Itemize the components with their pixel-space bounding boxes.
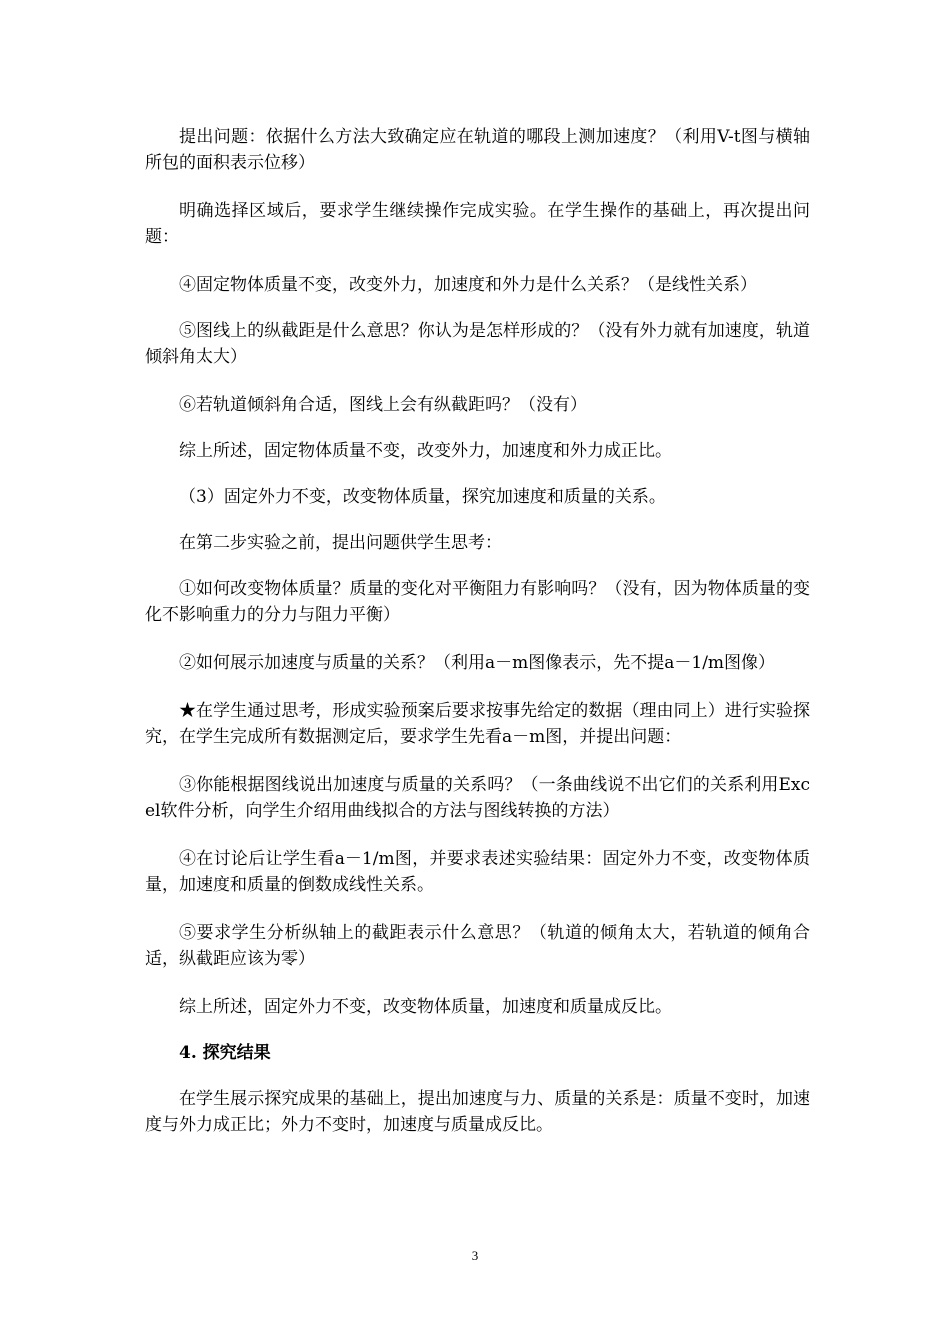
paragraph-3: ④固定物体质量不变，改变外力，加速度和外力是什么关系？（是线性关系） xyxy=(179,275,757,295)
paragraph-14: ⑤要求学生分析纵轴上的截距表示什么意思？（轨道的倾角太大，若轨道的倾角合适，纵截距应该为零） xyxy=(145,923,810,969)
paragraph-2: 明确选择区域后，要求学生继续操作完成实验。在学生操作的基础上，再次提出问题： xyxy=(145,201,810,247)
paragraph-7: （3）固定外力不变，改变物体质量，探究加速度和质量的关系。 xyxy=(179,487,666,507)
paragraph-5: ⑥若轨道倾斜角合适，图线上会有纵截距吗？（没有） xyxy=(179,395,587,415)
paragraph-11: ★在学生通过思考，形成实验预案后要求按事先给定的数据（理由同上）进行实验探究，在学生完成所有数据测定后，要求学生先看a－m图，并提出问题： xyxy=(145,701,810,747)
page-number: 3 xyxy=(471,1248,479,1263)
section-heading: 4. 探究结果 xyxy=(179,1043,271,1063)
paragraph-9: ①如何改变物体质量？质量的变化对平衡阻力有影响吗？（没有，因为物体质量的变化不影响重力的分力与阻力平衡） xyxy=(145,579,810,625)
paragraph-6: 综上所述，固定物体质量不变，改变外力，加速度和外力成正比。 xyxy=(179,441,672,461)
paragraph-1: 提出问题：依据什么方法大致确定应在轨道的哪段上测加速度？（利用V-t图与横轴所包的面积表示位移） xyxy=(145,127,810,173)
paragraph-4: ⑤图线上的纵截距是什么意思？你认为是怎样形成的？（没有外力就有加速度，轨道倾斜角太大） xyxy=(145,321,810,367)
paragraph-10: ②如何展示加速度与质量的关系？（利用a－m图像表示，先不提a－1/m图像） xyxy=(179,653,776,673)
paragraph-13: ④在讨论后让学生看a－1/m图，并要求表述实验结果：固定外力不变，改变物体质量，加速度和质量的倒数成线性关系。 xyxy=(145,849,810,895)
paragraph-15: 综上所述，固定外力不变，改变物体质量，加速度和质量成反比。 xyxy=(179,997,672,1017)
final-paragraph: 在学生展示探究成果的基础上，提出加速度与力、质量的关系是：质量不变时，加速度与外力成正比；外力不变时，加速度与质量成反比。 xyxy=(145,1089,810,1135)
paragraph-12: ③你能根据图线说出加速度与质量的关系吗？（一条曲线说不出它们的关系利用Excel软件分析，向学生介绍用曲线拟合的方法与图线转换的方法） xyxy=(145,775,810,821)
document-body xyxy=(145,124,810,1160)
paragraph-8: 在第二步实验之前，提出问题供学生思考： xyxy=(179,533,502,553)
